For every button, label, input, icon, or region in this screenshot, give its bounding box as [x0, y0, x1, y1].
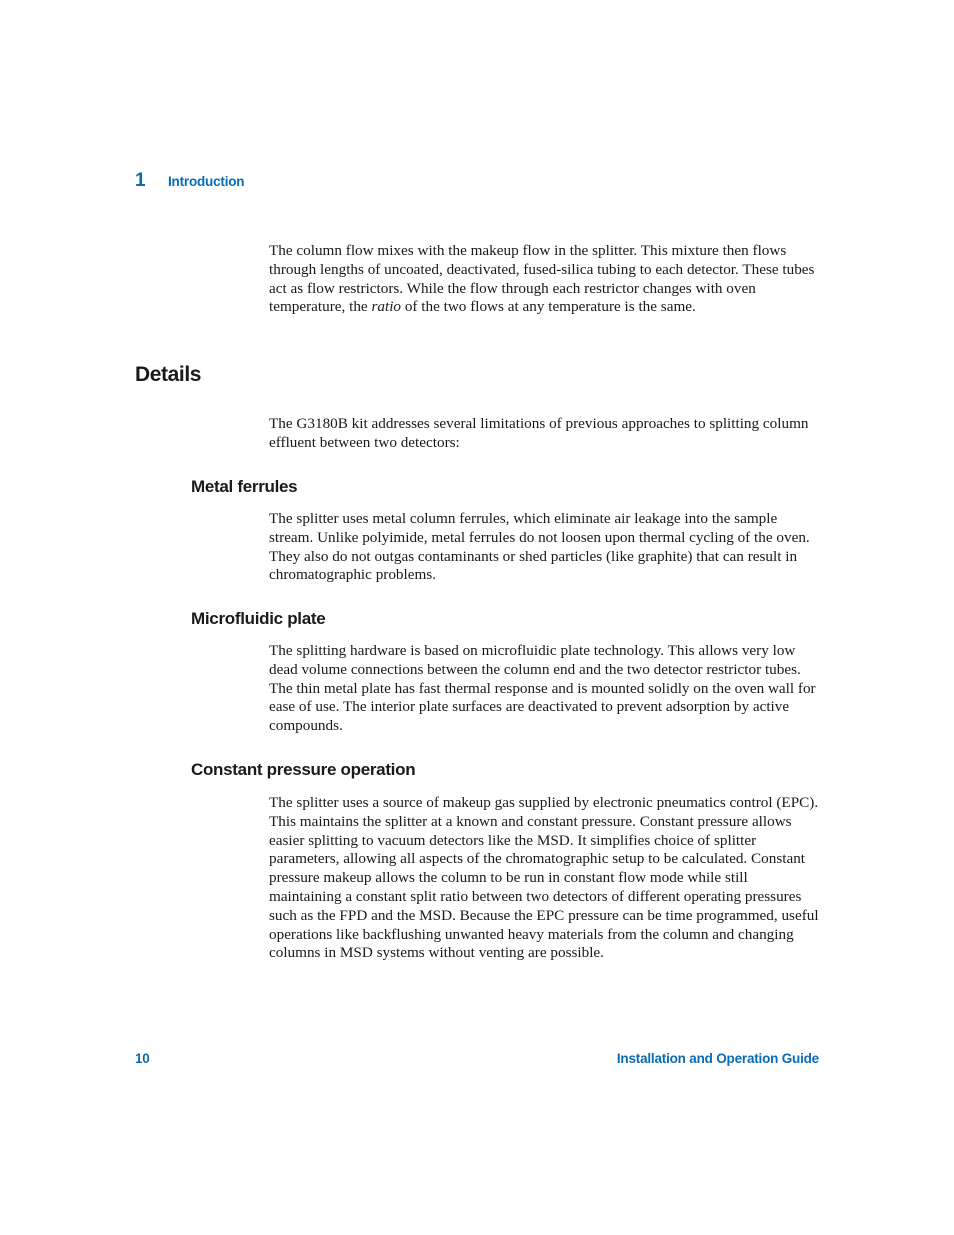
intro-italic-word: ratio	[371, 298, 402, 316]
section-text-metal-ferrules: The splitter uses metal column ferrules, which eliminate air leakage into the sample stream. Unlike polyimide, metal ferrules do not loosen upon thermal cycling of the oven. They also do not outgas contaminants or shed particles (like graphite) that can result in chromatographic problems.	[269, 510, 810, 584]
section-heading-constant-pressure: Constant pressure operation	[191, 760, 416, 779]
intro-paragraph	[269, 242, 821, 317]
details-intro-paragraph: The G3180B kit addresses several limitations of previous approaches to splitting column effluent between two detectors:	[269, 415, 809, 451]
section-heading-microfluidic-plate: Microfluidic plate	[191, 609, 326, 628]
guide-title: Installation and Operation Guide	[616, 1051, 819, 1066]
chapter-number: 1	[135, 170, 146, 191]
intro-text-end: of the two flows at any temperature is the same.	[401, 298, 696, 316]
page-number: 10	[135, 1051, 150, 1066]
running-header	[135, 170, 244, 192]
section-heading-metal-ferrules: Metal ferrules	[191, 477, 298, 496]
section-text-constant-pressure: The splitter uses a source of makeup gas supplied by electronic pneumatics control (EPC). This maintains the splitter at a known and constant pressure. Constant pressure allows easier splitting to vacuum detectors like the MSD. It simplifies choice of splitter parameters, allowing all aspects of the chromatographic setup to be calculated. Constant pressure makeup allows the column to be run in constant flow mode while still maintaining a constant split ratio between two detectors of different operating pressures such as the FPD and the MSD. Because the EPC pressure can be time programmed, useful operations like backflushing unwanted heavy materials from the column and changing columns in MSD systems without venting are possible.	[269, 794, 819, 962]
details-heading: Details	[135, 363, 202, 386]
chapter-title: Introduction	[168, 174, 245, 189]
section-text-microfluidic-plate: The splitting hardware is based on microfluidic plate technology. This allows very low dead volume connections between the column end and the two detector restrictor tubes. The thin metal plate has fast thermal response and is mounted solidly on the oven wall for ease of use. The interior plate surfaces are deactivated to prevent adsorption by active compounds.	[269, 642, 816, 735]
intro-text-start: The column flow mixes with the makeup flow in the splitter. This mixture then flows through lengths of uncoated, deactivated, fused-silica tubing to each detector. These tubes act as flow restrictors. While the flow through each restrictor changes with oven temperature, the	[269, 242, 815, 316]
